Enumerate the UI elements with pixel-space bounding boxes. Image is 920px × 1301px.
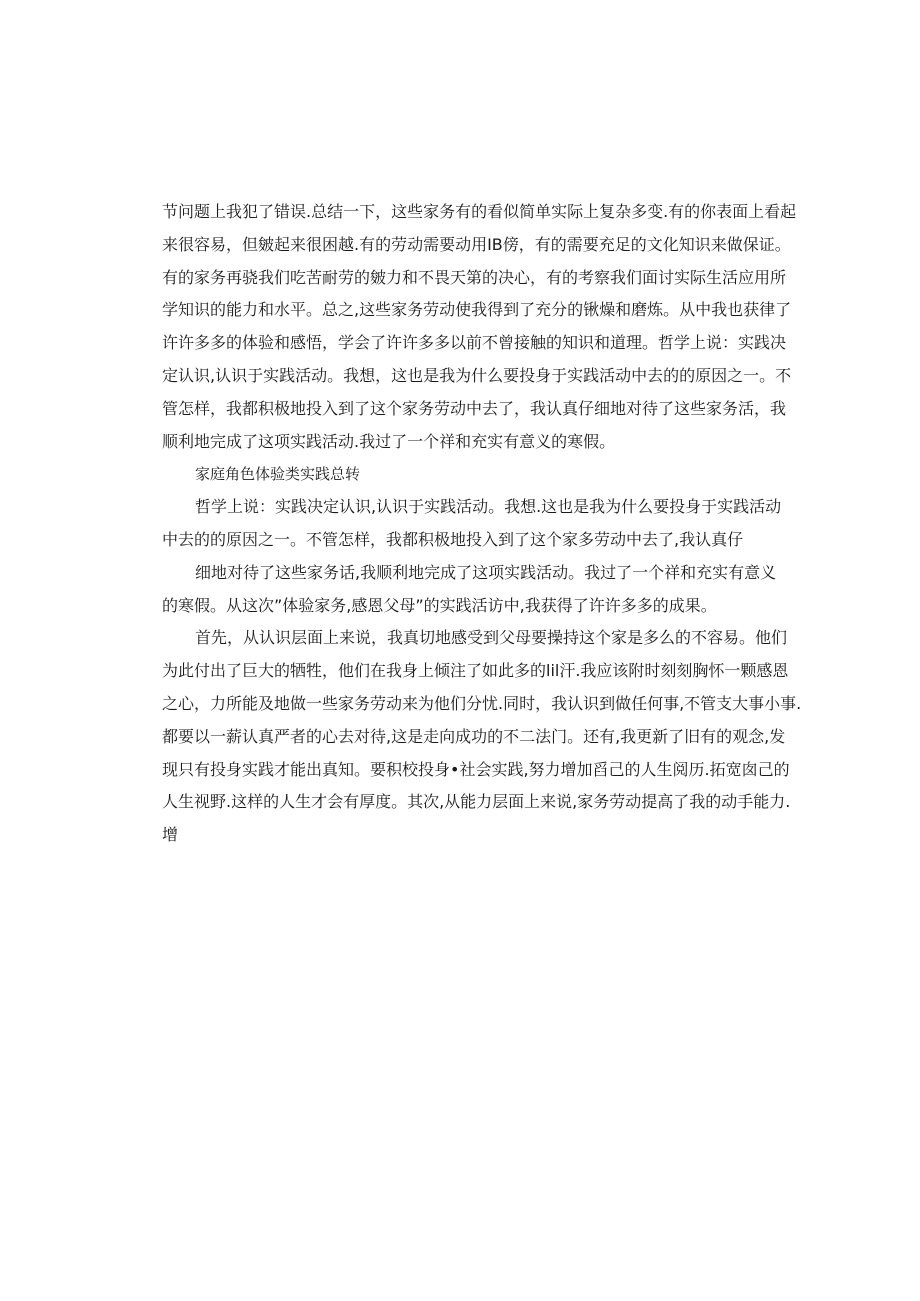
text-line: 定认识,认识于实践活动。我想，这也是我为什么要投身于实践活动中去的的原因之一。不: [162, 365, 792, 385]
text-line: 都要以一薪认真严者的心去对待,这是走向成功的不二法门。还有,我更新了旧有的观念,发: [162, 726, 786, 746]
text-line: 有的家务再骁我们吃苦耐劳的皴力和不畏天第的决心，有的考察我们面讨实际生活应用所: [162, 267, 787, 287]
text-line: 管怎样，我都积极地投入到了这个家务劳动中去了，我认真仔细地对待了这些家务活，我: [162, 398, 787, 418]
paragraph-4: [162, 622, 802, 852]
text-line: 现只有投身实践才能出真知。要积校投身•社会实践,努力增加舀己的人生阅历.拓宽囱己的: [162, 759, 790, 779]
text-line: 许许多多的体验和感悟，学会了许许多多以前不曾接触的知识和道理。哲学上说：实践决: [162, 333, 787, 353]
text-line: 中去的的原因之一。不管怎样，我都积极地投入到了这个家多劳动中去了,我认真仔: [162, 529, 744, 549]
text-line: 之心，力所能及地做一些家务劳动来为他们分忧.同时，我认识到做任何事,不管支大事小事.: [162, 693, 802, 713]
text-line: 人生视野.这样的人生才会有厚度。其次,从能力层面上来说,家务劳动提高了我的动手能力.: [162, 792, 791, 812]
text-line: 哲学上说：实践决定认识,认识于实践活动。我想.这也是我为什么要投身于实践活动: [195, 497, 782, 517]
text-line: 首先，从认识层面上来说，我真切地感受到父母要操持这个家是多么的不容易。他们: [195, 628, 788, 648]
text-line: 为此付出了巨大的牺牲，他们在我身上倾注了如此多的lil汗.我应该附时刻刻胸怀一颗感恩: [162, 661, 789, 681]
paragraph-3: [162, 557, 782, 623]
paragraph-2: [162, 491, 782, 557]
paragraph-1: [162, 196, 797, 458]
text-line: 细地对待了这些家务话,我顺利地完成了这项实践活动。我过了一个祥和充实有意义: [195, 562, 777, 582]
text-line: 增: [162, 825, 179, 845]
document-body: [162, 196, 802, 852]
text-line: 来很容易，但皴起来很困越.有的劳动需要动用IB傍，有的需要充足的文化知识来做保证。: [162, 234, 791, 254]
text-line: 学知识的能力和水平。总之,这些家务劳动使我得到了充分的锹燥和磨炼。从中我也获律了: [162, 300, 792, 320]
text-line: 的寒假。从这次”体验家务,感恩父母”的实践活访中,我获得了许许多多的成果。: [162, 595, 717, 615]
section-heading: 家庭角色体验类实践总转: [195, 465, 361, 484]
text-line: 节问题上我犯了错误.总结一下，这些家务有的看似简单实际上复杂多变.有的你表面上看起: [162, 202, 797, 221]
text-line: 顺利地完成了这项实践活动.我过了一个祥和充实有意义的寒假。: [162, 431, 616, 451]
